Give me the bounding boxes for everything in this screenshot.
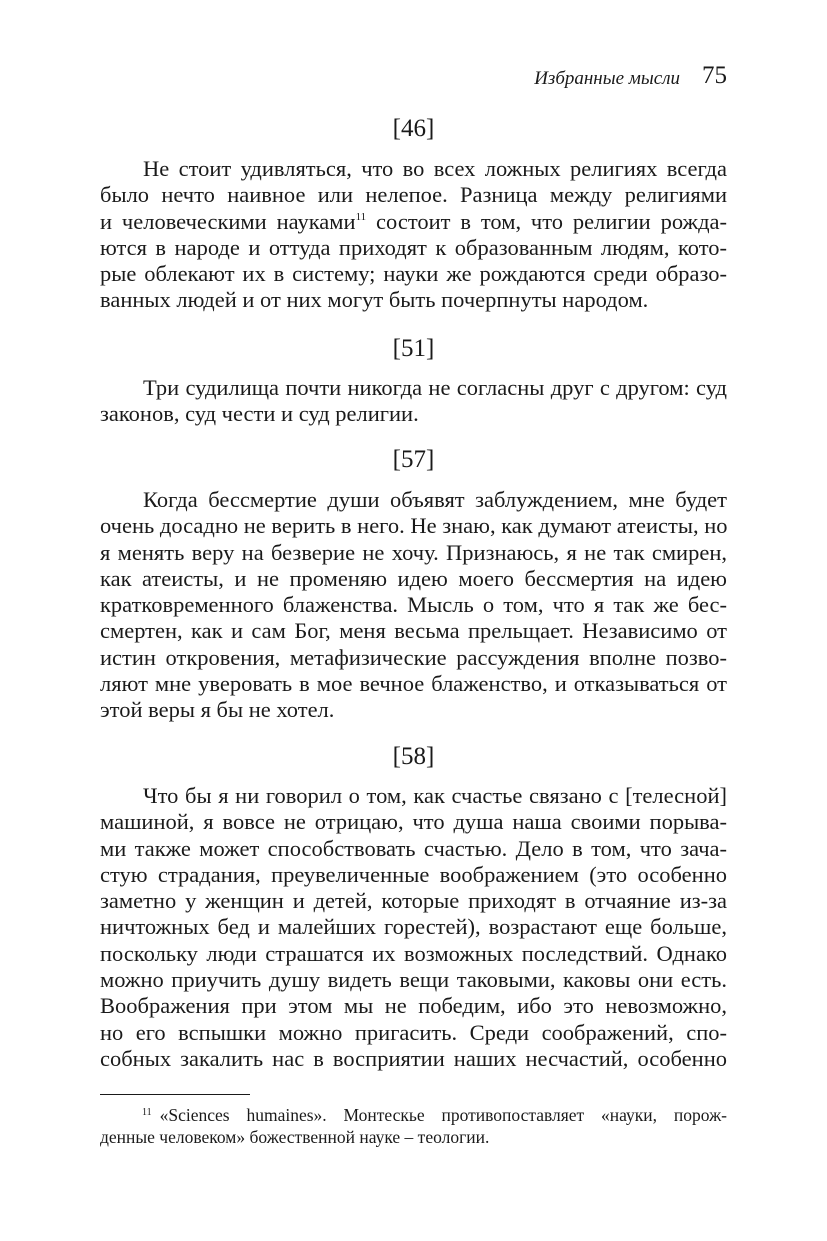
text-line: Когда бессмертие души объявят заблуждением, мне будет xyxy=(143,487,727,512)
text-line: поскольку люди страшатся их возможных последствий. Однако xyxy=(100,940,727,966)
section-46-paragraph xyxy=(100,156,727,314)
text-line: ляют мне уверовать в мое вечное блаженство, и отказываться от xyxy=(100,671,727,697)
footnote xyxy=(100,1100,727,1150)
text-line xyxy=(100,209,727,235)
footnote-divider xyxy=(100,1094,250,1095)
section-57-paragraph xyxy=(100,487,727,724)
text-fragment: состоит в том, что религии рожда- xyxy=(376,208,728,234)
text-line: Воображения при этом мы не победим, ибо это невозможно, xyxy=(100,993,727,1019)
page-number: 75 xyxy=(702,62,727,89)
text-line: заметно у женщин и детей, которые приходят в отчаяние из-за xyxy=(100,888,727,914)
footnote-marker: 11 xyxy=(142,1107,152,1118)
section-heading-57: [57] xyxy=(392,446,435,473)
text-line: собных закалить нас в восприятии наших несчастий, особенно xyxy=(100,1045,727,1071)
text-line: ми также может способствовать счастью. Дело в том, что зача- xyxy=(100,835,727,861)
text-line: рые облекают их в систему; науки же рождаются среди образо- xyxy=(100,261,727,287)
text-line: Что бы я ни говорил о том, как счастье связано с [телесной] xyxy=(143,783,727,808)
text-line: можно приучить душу видеть вещи таковыми, каковы они есть. xyxy=(100,967,727,993)
text-line: было нечто наивное или нелепое. Разница между религиями xyxy=(100,182,727,208)
footnote-reference[interactable]: 11 xyxy=(355,210,367,223)
text-line: стую страдания, преувеличенные воображением (это особенно xyxy=(100,861,727,887)
text-line: ются в народе и оттуда приходят к образованным людям, кото- xyxy=(100,234,727,260)
footnote-text: «Sciences humaines». Монтескье противопоставляет «науки, порож- xyxy=(159,1105,727,1125)
section-heading-58: [58] xyxy=(392,743,435,770)
section-51-paragraph xyxy=(100,375,727,428)
text-line: кратковременного блаженства. Мысль о том, что я так же бес- xyxy=(100,592,727,618)
text-line: очень досадно не верить в него. Не знаю, как думают атеисты, но xyxy=(100,513,728,539)
text-line: ванных людей и от них могут быть почерпнуты народом. xyxy=(100,287,649,313)
section-58-paragraph xyxy=(100,783,727,1072)
page-header xyxy=(100,60,727,94)
text-line: этой веры я бы не хотел. xyxy=(100,697,335,723)
section-heading-51: [51] xyxy=(392,335,435,362)
footnote-line xyxy=(100,1100,727,1125)
text-fragment: и человеческими науками xyxy=(100,208,356,234)
text-line: истин откровения, метафизические рассуждения вполне позво- xyxy=(100,644,727,670)
footnote-line: денные человеком» божественной науке – теологии. xyxy=(100,1127,490,1147)
section-heading-46: [46] xyxy=(392,115,435,142)
text-line: смертен, как и сам Бог, меня весьма прельщает. Независимо от xyxy=(100,618,727,644)
text-line: но его вспышки можно пригасить. Среди соображений, спо- xyxy=(100,1019,727,1045)
running-title: Избранные мысли xyxy=(534,68,680,89)
text-line: ничтожных бед и малейших горестей), возрастают еще больше, xyxy=(100,914,727,940)
text-line: я менять веру на безверие не хочу. Признаюсь, я не так смирен, xyxy=(100,539,727,565)
text-line: Не стоит удивляться, что во всех ложных религиях всегда xyxy=(143,156,727,181)
text-line: как атеисты, и не променяю идею моего бессмертия на идею xyxy=(100,565,727,591)
text-line: машиной, я вовсе не отрицаю, что душа наша своими порыва- xyxy=(100,809,727,835)
text-line: законов, суд чести и суд религии. xyxy=(100,401,419,427)
text-line: Три судилища почти никогда не согласны друг с другом: суд xyxy=(143,375,727,400)
